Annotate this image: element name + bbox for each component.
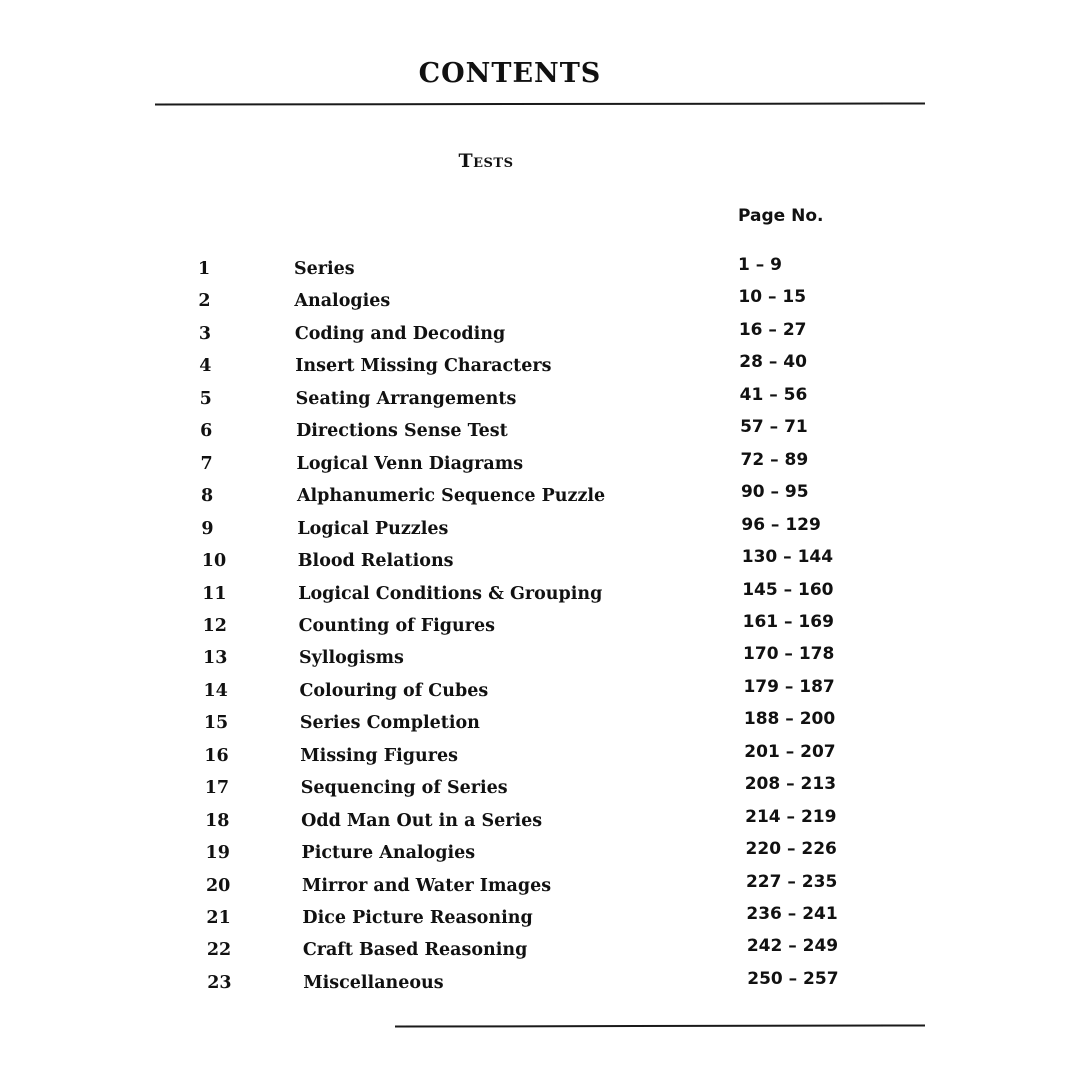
entry-title: Colouring of Cubes	[299, 680, 489, 701]
entry-title: Dice Picture Reasoning	[302, 908, 533, 928]
entry-number: 14	[203, 680, 228, 701]
bottom-divider	[395, 1024, 925, 1027]
entry-number: 5	[199, 388, 212, 409]
entry-title: Series Completion	[299, 713, 480, 734]
entry-title: Blood Relations	[297, 551, 454, 572]
entry-number: 16	[204, 745, 229, 766]
page-title: CONTENTS	[418, 58, 602, 89]
entry-pages: 16 – 27	[738, 319, 807, 340]
entry-pages: 179 – 187	[743, 676, 835, 697]
entry-title: Analogies	[294, 291, 391, 312]
page-number-column-header: Page No.	[738, 206, 824, 226]
entry-pages: 250 – 257	[747, 968, 839, 989]
entry-number: 13	[203, 648, 228, 669]
top-divider	[155, 102, 925, 105]
entry-number: 20	[205, 875, 231, 896]
entry-pages: 201 – 207	[744, 741, 836, 762]
entry-title: Series	[294, 259, 355, 279]
entry-title: Odd Man Out in a Series	[301, 810, 543, 831]
entry-number: 11	[202, 583, 227, 604]
entry-number: 3	[198, 323, 212, 344]
entry-pages: 90 – 95	[740, 482, 809, 503]
entry-number: 12	[202, 615, 227, 636]
entry-number: 4	[199, 356, 212, 377]
entry-pages: 41 – 56	[739, 384, 808, 405]
entry-title: Logical Puzzles	[297, 518, 449, 539]
entry-number: 19	[205, 843, 230, 864]
entry-title: Miscellaneous	[303, 972, 444, 993]
entry-pages: 227 – 235	[745, 871, 838, 892]
entry-pages: 145 – 160	[742, 579, 834, 600]
entry-pages: 170 – 178	[743, 644, 835, 665]
entry-pages: 188 – 200	[743, 709, 836, 730]
section-heading: Tests	[458, 150, 514, 172]
entry-number: 9	[201, 518, 214, 539]
entry-title: Missing Figures	[300, 745, 458, 766]
entry-number: 15	[203, 713, 229, 734]
entry-pages: 57 – 71	[740, 417, 808, 438]
entry-title: Insert Missing Characters	[295, 356, 552, 377]
entry-number: 2	[198, 291, 211, 312]
entry-pages: 236 – 241	[746, 904, 838, 924]
entry-title: Seating Arrangements	[295, 388, 517, 409]
entry-number: 6	[200, 421, 213, 442]
entry-title: Syllogisms	[299, 648, 404, 669]
entry-pages: 130 – 144	[741, 547, 834, 568]
entry-number: 21	[206, 908, 231, 928]
entry-title: Sequencing of Series	[300, 778, 508, 799]
entry-title: Alphanumeric Sequence Puzzle	[296, 486, 606, 507]
entry-number: 23	[207, 972, 232, 993]
entry-title: Coding and Decoding	[294, 323, 506, 344]
entry-title: Logical Conditions & Grouping	[298, 583, 603, 604]
entry-pages: 10 – 15	[738, 287, 807, 308]
entry-pages: 1 – 9	[738, 255, 782, 275]
entry-number: 18	[205, 810, 230, 831]
entry-pages: 28 – 40	[739, 352, 807, 373]
entry-pages: 208 – 213	[744, 774, 837, 795]
entry-pages: 161 – 169	[742, 611, 834, 632]
entry-pages: 96 – 129	[741, 514, 821, 535]
entry-title: Mirror and Water Images	[301, 875, 552, 896]
entry-title: Directions Sense Test	[296, 421, 508, 442]
entry-number: 10	[201, 551, 227, 572]
entry-pages: 72 – 89	[740, 449, 809, 470]
entry-number: 7	[200, 453, 213, 474]
entry-title: Picture Analogies	[301, 843, 476, 864]
entry-number: 8	[200, 486, 214, 507]
entry-pages: 214 – 219	[745, 806, 837, 827]
entry-pages: 242 – 249	[746, 936, 839, 957]
entry-number: 1	[198, 259, 211, 279]
entry-title: Logical Venn Diagrams	[296, 453, 524, 474]
entry-number: 17	[204, 778, 230, 799]
entry-title: Counting of Figures	[298, 615, 495, 636]
entry-pages: 220 – 226	[745, 839, 837, 860]
entry-number: 22	[206, 940, 232, 961]
entry-title: Craft Based Reasoning	[302, 940, 528, 961]
